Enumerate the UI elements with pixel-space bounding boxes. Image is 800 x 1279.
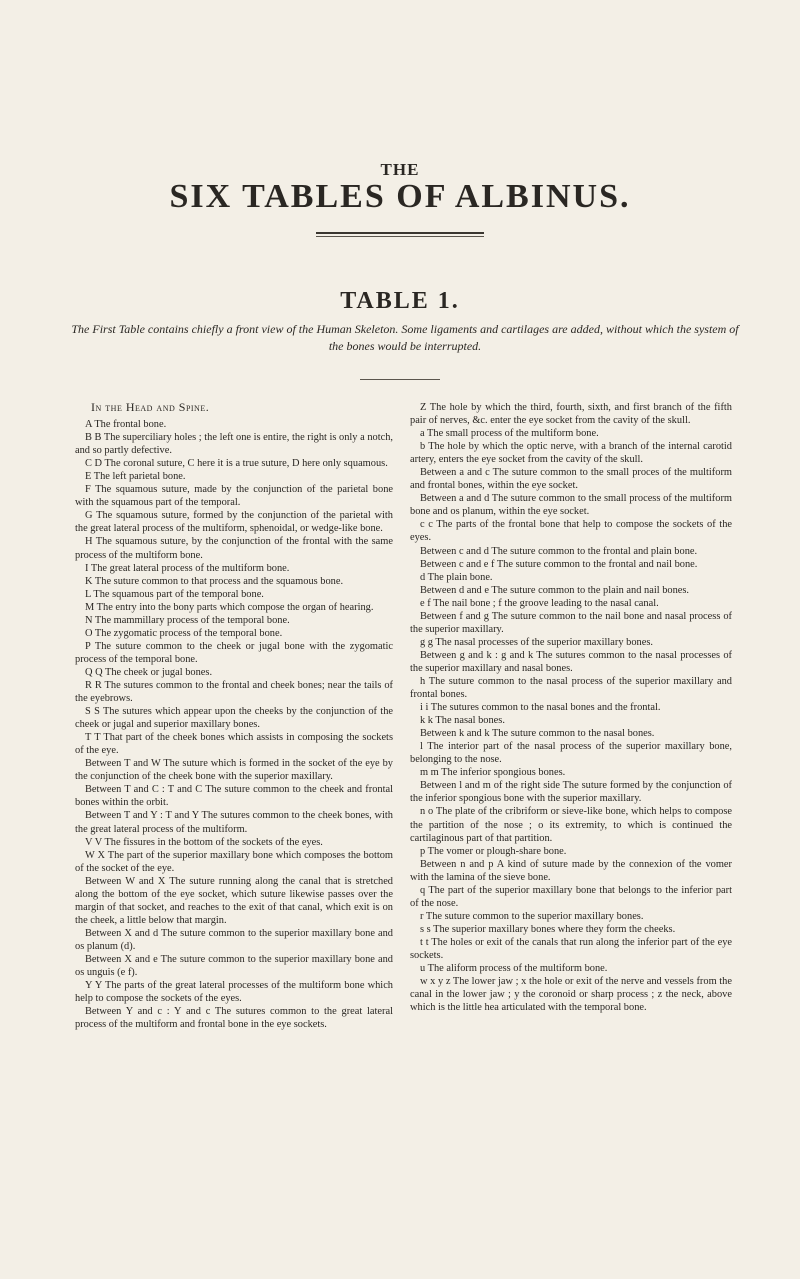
- entry-paragraph: n o The plate of the cribriform or sieve-like bone, which helps to compose the partition of the nose ; o its extremity, to which is continued the cartilaginous part of that partition.: [410, 806, 732, 844]
- entry-paragraph: m m The inferior spongious bones.: [420, 767, 566, 779]
- entry-paragraph: Between d and e The suture common to the plain and nail bones.: [420, 584, 690, 596]
- entry-paragraph: t t The holes or exit of the canals that run along the inferior part of the eye sockets.: [410, 936, 732, 961]
- entry-paragraph: O The zygomatic process of the temporal bone.: [85, 627, 283, 639]
- entry-paragraph: d The plain bone.: [420, 571, 493, 583]
- entry-paragraph: Between n and p A kind of suture made by the connexion of the vomer with the lamina of the sieve bone.: [410, 858, 732, 883]
- entry-paragraph: Between X and d The suture common to the superior maxillary bone and os planum (d).: [75, 927, 393, 952]
- entry-paragraph: u The aliform process of the multiform bone.: [420, 963, 608, 975]
- entry-paragraph: Between W and X The suture running along the canal that is stretched along the bottom of the eye socket, which suture likewise passes over the margin of that socket, and reaches to the exit of that canal, which exit is on the cheek, a little below that margin.: [75, 875, 393, 926]
- left-column: [75, 401, 393, 1031]
- entry-paragraph: Between a and d The suture common to the small process of the multiform bone and os planum, within the eye socket.: [410, 493, 732, 518]
- table-title: TABLE 1.: [340, 288, 460, 314]
- entry-paragraph: p The vomer or plough-share bone.: [420, 845, 567, 857]
- title-rule-thin: [316, 236, 484, 237]
- entry-paragraph: L The squamous part of the temporal bone.: [85, 588, 264, 600]
- entry-paragraph: Z The hole by which the third, fourth, sixth, and first branch of the fifth pair of nerves, &c. enter the eye socket from the cavity of the skull.: [410, 402, 732, 427]
- entry-paragraph: M The entry into the bony parts which compose the organ of hearing.: [85, 601, 374, 613]
- entry-paragraph: Between T and W The suture which is formed in the socket of the eye by the conjunction of the cheek bone with the superior maxillary.: [75, 758, 393, 783]
- entry-paragraph: c c The parts of the frontal bone that help to compose the sockets of the eyes.: [410, 519, 732, 544]
- entry-paragraph: w x y z The lower jaw ; x the hole or exit of the nerve and vessels from the canal in the lower jaw ; y the coronoid or sharp process ; z the neck, above which is the little hea articulated with the temporal bone.: [410, 976, 732, 1014]
- right-column: [410, 401, 732, 1014]
- entry-paragraph: Between c and e f The suture common to the frontal and nail bone.: [420, 558, 698, 570]
- entry-paragraph: S S The sutures which appear upon the cheeks by the conjunction of the cheek or jugal and superior maxillary bones.: [75, 706, 393, 731]
- entry-paragraph: Between X and e The suture common to the superior maxillary bone and os unguis (e f).: [75, 953, 393, 979]
- entry-paragraph: Between k and k The suture common to the nasal bones.: [420, 728, 655, 740]
- entry-paragraph: g g The nasal processes of the superior maxillary bones.: [420, 636, 653, 648]
- entry-paragraph: W X The part of the superior maxillary bone which composes the bottom of the socket of the eye.: [75, 849, 393, 874]
- entry-paragraph: q The part of the superior maxillary bone that belongs to the inferior part of the nose.: [410, 884, 732, 909]
- entry-paragraph: A The frontal bone.: [85, 419, 167, 431]
- entry-paragraph: s s The superior maxillary bones where they form the cheeks.: [420, 923, 676, 935]
- book-title: SIX TABLES OF ALBINUS.: [169, 178, 631, 215]
- entry-paragraph: R R The sutures common to the frontal and cheek bones; near the tails of the eyebrows.: [75, 679, 393, 705]
- entry-paragraph: Between g and k : g and k The sutures common to the nasal processes of the superior maxillary and nasal bones.: [410, 649, 732, 674]
- entry-paragraph: T T That part of the cheek bones which assists in composing the sockets of the eye.: [75, 732, 393, 757]
- entry-paragraph: Between c and d The suture common to the frontal and plain bone.: [420, 545, 698, 557]
- entry-paragraph: Between l and m of the right side The suture formed by the conjunction of the inferior spongious bone with the superior maxillary.: [410, 780, 732, 805]
- entry-paragraph: N The mammillary process of the temporal bone.: [85, 614, 290, 626]
- entry-paragraph: C D The coronal suture, C here it is a true suture, D here only squamous.: [85, 458, 388, 470]
- entry-paragraph: H The squamous suture, by the conjunction of the frontal with the same process of the multiform bone.: [75, 536, 393, 561]
- section-heading: In the Head and Spine.: [91, 400, 210, 414]
- entry-paragraph: Between T and Y : T and Y The sutures common to the cheek bones, with the great lateral process of the multiform.: [75, 810, 393, 835]
- entry-paragraph: a The small process of the multiform bone.: [420, 428, 599, 440]
- entry-paragraph: Y Y The parts of the great lateral processes of the multiform bone which help to compose the sockets of the eyes.: [75, 980, 393, 1005]
- entry-paragraph: K The suture common to that process and the squamous bone.: [85, 575, 344, 587]
- section-rule: [360, 379, 440, 380]
- entry-paragraph: i i The sutures common to the nasal bones and the frontal.: [420, 702, 661, 714]
- entry-paragraph: Q Q The cheek or jugal bones.: [85, 666, 213, 678]
- entry-paragraph: Between a and c The suture common to the small proces of the multiform and frontal bones, within the eye socket.: [410, 467, 732, 492]
- table-intro: The First Table contains chiefly a front view of the Human Skeleton. Some ligaments and cartilages are added, without which the system of the bones would be interrupted.: [71, 322, 739, 353]
- entry-paragraph: E The left parietal bone.: [85, 471, 186, 483]
- the-heading: THE: [380, 160, 420, 179]
- entry-paragraph: l The interior part of the nasal process of the superior maxillary bone, belonging to the nose.: [410, 741, 732, 766]
- entry-paragraph: G The squamous suture, formed by the conjunction of the parietal with the great lateral process of the multiform, sphenoidal, or wedge-like bone.: [75, 510, 393, 535]
- entry-paragraph: k k The nasal bones.: [420, 715, 505, 727]
- entry-paragraph: b The hole by which the optic nerve, with a branch of the internal carotid artery, enters the eye socket from the cavity of the skull.: [410, 441, 732, 466]
- entry-paragraph: r The suture common to the superior maxillary bones.: [420, 910, 644, 922]
- entry-paragraph: F The squamous suture, made by the conjunction of the parietal bone with the squamous part of the temporal.: [75, 484, 393, 509]
- entry-paragraph: P The suture common to the cheek or jugal bone with the zygomatic process of the temporal bone.: [75, 640, 393, 665]
- title-rule: [316, 232, 484, 234]
- entry-paragraph: Between Y and c : Y and c The sutures common to the great lateral process of the multiform and frontal bone in the eye sockets.: [75, 1006, 393, 1031]
- entry-paragraph: Between f and g The suture common to the nail bone and nasal process of the superior maxillary.: [410, 610, 732, 635]
- entry-paragraph: e f The nail bone ; f the groove leading to the nasal canal.: [420, 597, 659, 609]
- entry-paragraph: V V The fissures in the bottom of the sockets of the eyes.: [85, 836, 323, 848]
- entry-paragraph: Between T and C : T and C The suture common to the cheek and frontal bones within the orbit.: [75, 784, 393, 809]
- entry-paragraph: B B The superciliary holes ; the left one is entire, the right is only a notch, and so partly defective.: [75, 432, 393, 457]
- entry-paragraph: h The suture common to the nasal process of the superior maxillary and frontal bones.: [410, 675, 732, 701]
- entry-paragraph: I The great lateral process of the multiform bone.: [85, 562, 290, 574]
